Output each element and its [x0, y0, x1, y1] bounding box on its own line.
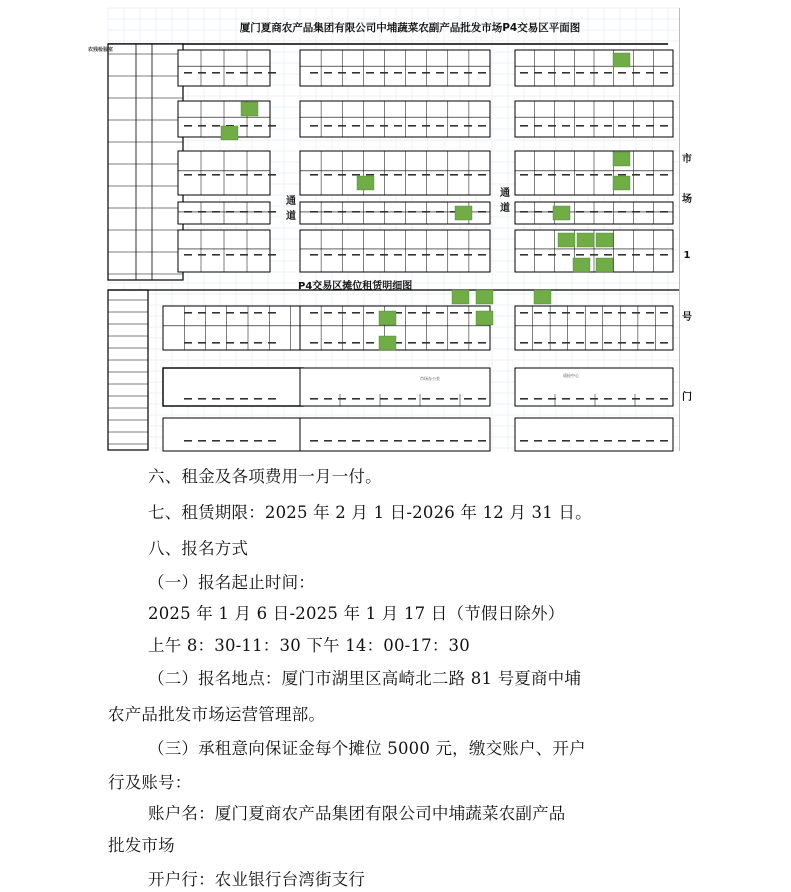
doc-line-account-name: 账户名：厦门夏商农产品集团有限公司中埔蔬菜农副产品 [148, 804, 566, 823]
doc-line-location-cont: 农产品批发市场运营管理部。 [108, 705, 326, 724]
doc-line-signup-dates: 2025 年 1 月 6 日-2025 年 1 月 17 日（节假日除外） [148, 604, 565, 623]
gate-label-char-3: 1 [683, 250, 691, 261]
gate-label-char-4: 号 [682, 312, 692, 323]
corridor-label-right: 通道 [500, 188, 510, 214]
doc-line-signup-time-heading: （一）报名起止时间： [148, 573, 315, 592]
doc-line-account-name-cont: 批发市场 [108, 836, 175, 855]
doc-line-signup-hours: 上午 8：30-11：30 下午 14：00-17：30 [148, 636, 470, 655]
qc-center-label: 质检中心 [563, 373, 579, 378]
doc-line-signup-heading: 八、报名方式 [148, 539, 249, 558]
doc-line-location: （二）报名地点：厦门市湖里区高崎北二路 81 号夏商中埔 [148, 669, 582, 688]
gate-label-char-5: 门 [682, 392, 692, 403]
doc-line-deposit-cont: 行及账号： [108, 773, 192, 792]
doc-line-rent: 六、租金及各项费用一月一付。 [148, 467, 382, 486]
corridor-label-left: 通道 [286, 196, 296, 222]
floor-plan-map [88, 8, 680, 451]
inspection-room-label: 农残检验室 [88, 47, 114, 53]
doc-line-bank: 开户行：农业银行台湾街支行 [148, 870, 366, 889]
doc-line-term: 七、租赁期限：2025 年 2 月 1 日-2026 年 12 月 31 日。 [148, 503, 592, 522]
map-title: 厦门夏商农产品集团有限公司中埔蔬菜农副产品批发市场P4交易区平面图 [239, 22, 581, 34]
office-label: 市场办公室 [420, 376, 440, 381]
gate-label-char-2: 场 [682, 194, 692, 205]
map-frame [108, 8, 680, 451]
gate-label-char-1: 市 [682, 154, 692, 165]
doc-line-deposit: （三）承租意向保证金每个摊位 5000 元，缴交账户、开户 [148, 739, 586, 758]
map-subtitle: P4交易区摊位租赁明细图 [298, 281, 413, 292]
